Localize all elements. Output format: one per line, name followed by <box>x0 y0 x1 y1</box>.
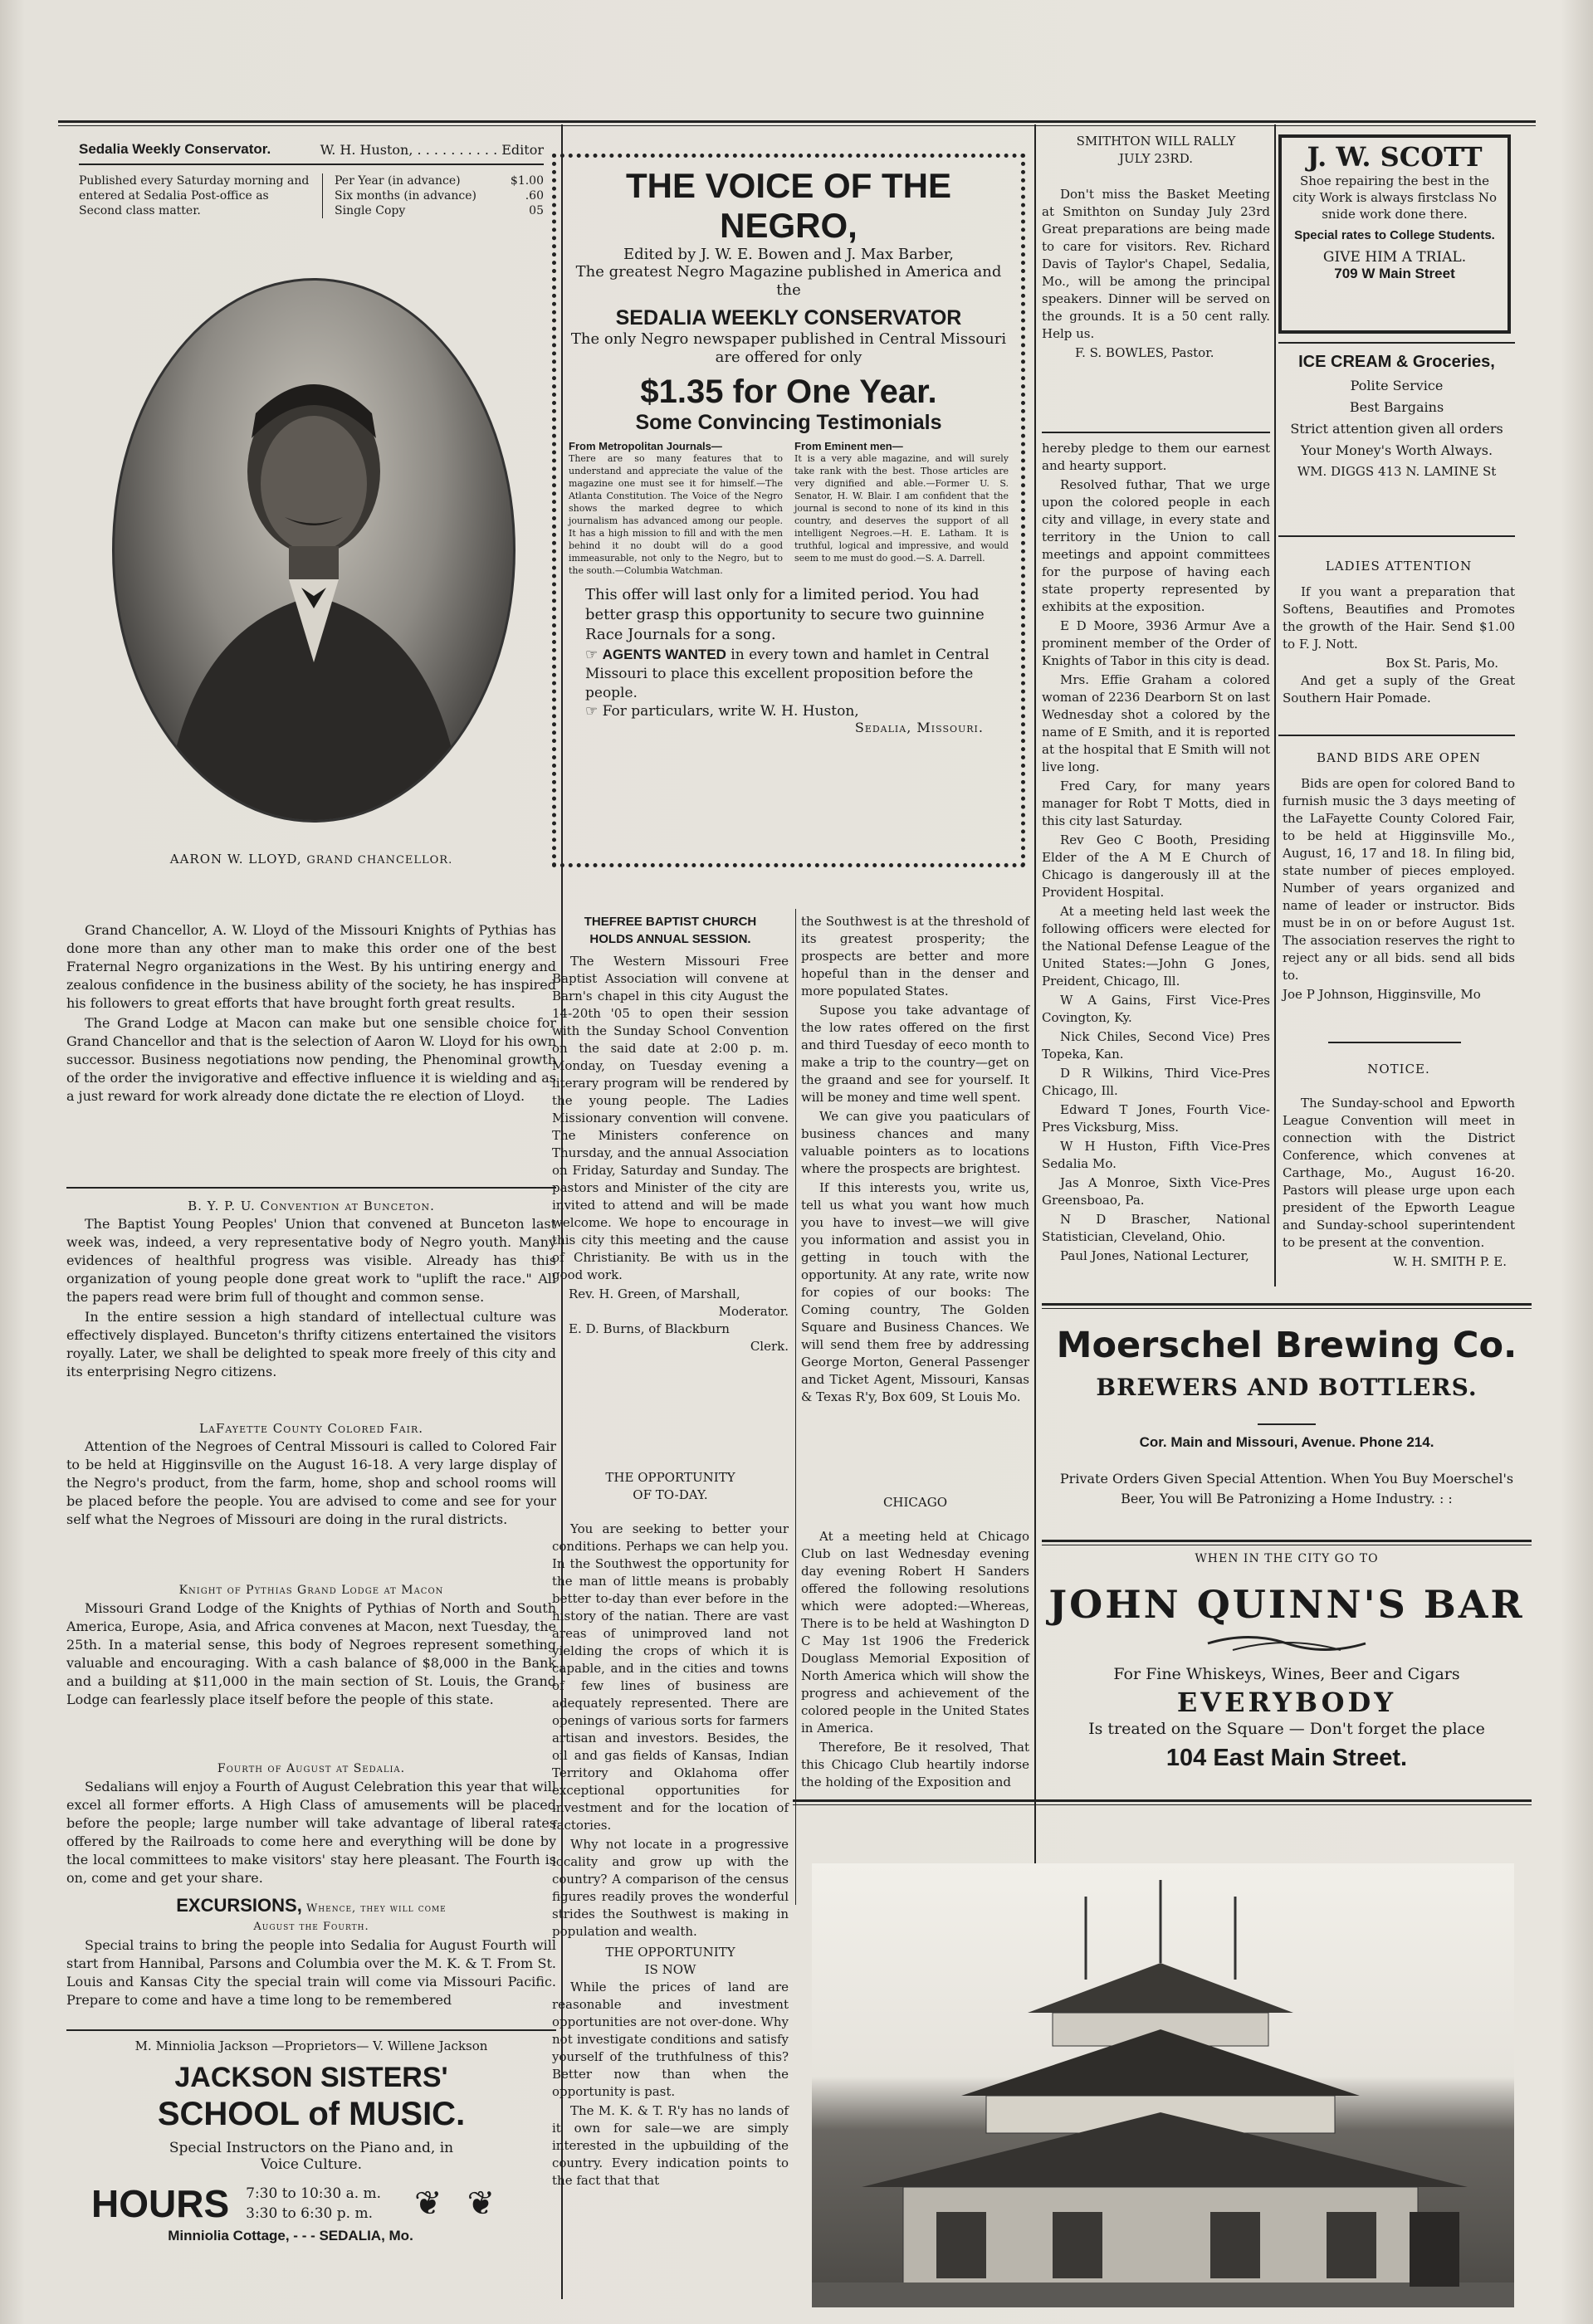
quinn-everybody: EVERYBODY <box>1176 1687 1397 1718</box>
quinn-ad <box>1042 1552 1532 1772</box>
diggs-line: Your Money's Worth Always. <box>1300 442 1493 458</box>
paragraph: Rev Geo C Booth, Presiding Elder of the A M E Church of Chicago is dangerously ill at the Provident Hospital. <box>1042 832 1270 900</box>
paragraph: Edward T Jones, Fourth Vice-Pres Vicksburg, Miss. <box>1042 1102 1270 1135</box>
diggs-ad <box>1278 353 1515 481</box>
column-rule <box>66 2029 556 2031</box>
paragraph: Mrs. Effie Graham a colored woman of 2236 Dearborn St on last Wednesday shot a colored by the name of E Smith, and it is reported at the hospital that E Smith will not live long. <box>1042 672 1270 774</box>
column-rule <box>66 1187 556 1189</box>
masthead <box>79 141 544 218</box>
quinn-title: JOHN QUINN'S BAR <box>1048 1582 1525 1627</box>
scott-line-1: Shoe repairing the best in the city Work is always firstclass No snide work done there. <box>1292 173 1497 222</box>
signature: Joe P Johnson, Higginsville, Mo <box>1283 987 1481 1002</box>
paragraph: The Sunday-school and Epworth League Convention will meet in connection with the District Conference, which convenes at Carthage, Mo., August 16-20. Pastors will please urge upon each president of the Epworth League and Sunday-school superintendent to be present at the convention. <box>1283 1096 1515 1250</box>
ladies-notice <box>1283 558 1515 709</box>
paragraph: Therefore, Be it resolved, That this Chicago Club heartily indorse the holding of the Exposition and <box>801 1740 1029 1789</box>
address: Box St. Paris, Mo. <box>1385 656 1498 671</box>
moerschel-ad <box>1042 1324 1532 1509</box>
quinn-line-2: Is treated on the Square — Don't forget the place <box>1088 1720 1485 1738</box>
diggs-title: ICE CREAM & Groceries, <box>1298 353 1495 371</box>
paragraph: If this interests you, write us, tell us what you want how much you have to invest—we will give you information and assist you in getting in touch with the opportunity. At any rate, write now for copies of our books: The Coming country, The Golden Square and Business Chances. We will send them free by addressing George Morton, General Passenger and Ticket Agent, Missouri, Kansas & Texas R'y, Box 609, St Louis Mo. <box>801 1180 1029 1404</box>
particulars-line <box>569 703 1009 720</box>
excursions-article <box>66 1897 556 2011</box>
headline: BAND BIDS ARE OPEN <box>1316 750 1482 765</box>
scott-line-2: Special rates to College Students. <box>1294 228 1495 242</box>
agents-head: AGENTS WANTED <box>602 647 726 662</box>
column-rule <box>1278 735 1515 736</box>
paragraph: Bids are open for colored Band to furnish music the 3 days meeting of the LaFayette County Colored Fair, to be held at Higginsville Mo., August, 16, 17 and 18. In filing bid, state number of pieces employed. Number of years organized and name of leader or instructor. Bids must be in on or before August 1st. The association reserves the right to reject any or all bids. send all bids to. <box>1283 776 1515 983</box>
paragraph: W H Huston, Fifth Vice-Pres Sedalia Mo. <box>1042 1139 1270 1171</box>
paragraph: Sedalians will enjoy a Fourth of August Celebration this year that will excel all former efforts. A High Class of amusements will be placed before the people; large number will take advantage of liberal rates offered by the Railroads to come here and everything will be done by the local committees to make visitors' stay here pleasant. The Fourth is on, come and get your share. <box>66 1779 556 1886</box>
paragraph: Fred Cary, for many years manager for Robt T Motts, died in this city last Saturday. <box>1042 779 1270 828</box>
agents-block <box>569 645 1009 703</box>
moerschel-title: Moerschel Brewing Co. <box>1056 1325 1517 1366</box>
paragraph: You are seeking to better your conditions. Perhaps we can help you. In the Southwest the opportunity for the man of little means is probably better to-day than ever before in the history of the natian. There are vast areas of unimproved land not yielding the crops of which it is capable, and in the cities and towns of few lines of business are adequately represented. There are openings of various sorts for farmers artisan and investors. Besides, the oil and gas fields of Kansas, Indian Territory and Oklahoma offer exceptional opportunities for investment and for the location of factories. <box>552 1521 789 1833</box>
rate-value: $1.00 <box>510 174 544 188</box>
paragraph: Jas A Monroe, Sixth Vice-Pres Greensboao, Pa. <box>1042 1175 1270 1208</box>
paragraph: Missouri Grand Lodge of the Knights of Pythias of North and South America, Europe, Asia, and Africa convenes at Macon, next Tuesday, the 25th. In a material sense, this body of Negroes represent something valuable and encouraging. With a cash balance of $8,000 in the Bank and a building at $11,000 in the main section of St. Louis, the Grand Lodge can fearlessly place itself before the people of this state. <box>66 1600 556 1707</box>
column-rule <box>1278 342 1515 344</box>
col-head: From Eminent men— <box>794 440 903 452</box>
opportunity-article <box>552 1469 789 2191</box>
column-rule <box>1042 432 1270 433</box>
headline: THE OPPORTUNITY <box>605 1470 735 1485</box>
moerschel-subtitle: BREWERS AND BOTTLERS. <box>1096 1374 1478 1401</box>
diggs-line: Best Bargains <box>1349 399 1444 415</box>
paragraph: hereby pledge to them our earnest and hearty support. <box>1042 441 1270 473</box>
headline: LADIES ATTENTION <box>1325 559 1473 574</box>
paragraph: At a meeting held at Chicago Club on last Wednesday evening day evening Robert H Sanders offered the following resolutions which were adopted:—Whereas, There is to be held at Washington D C May 1st 1906 the Frederick Douglass Memorial Exposition of North America which will show the progress and achievement of the colored people in the United States in America. <box>801 1529 1029 1736</box>
column-rule <box>1328 1042 1461 1043</box>
headline: NOTICE. <box>1367 1062 1430 1077</box>
quinn-line-1: For Fine Whiskeys, Wines, Beer and Cigars <box>1113 1665 1460 1683</box>
paragraph: Supose you take advantage of the low rates offered on the first and third Tuesday of eeco month to make a trip to the country—get on the graand and see for yourself. It will be money and time well spent. <box>801 1003 1029 1105</box>
column-rule <box>1278 535 1515 537</box>
signature: W. H. SMITH P. E. <box>1393 1254 1507 1269</box>
paragraph: D R Wilkins, Third Vice-Pres Chicago, Ill. <box>1042 1066 1270 1098</box>
voice-offer: This offer will last only for a limited period. You had better grasp this opportunity to secure two guinnine Race Journals for a song. <box>585 586 985 643</box>
paragraph: Why not locate in a progressive locality and grow up with the country? A comparison of the census figures readily proves the wonderful strides the Southwest is making in population and wealth. <box>552 1837 789 1939</box>
col-head: From Metropolitan Journals— <box>569 440 722 452</box>
voice-title-1: THE VOICE OF THE <box>625 166 952 205</box>
voice-place: Sedalia, Missouri. <box>854 720 984 735</box>
headline: Fourth of August at Sedalia. <box>217 1762 406 1775</box>
section-rule <box>1042 1303 1532 1309</box>
headline: SMITHTON WILL RALLY <box>1076 134 1236 149</box>
pointing-hand-icon: ☞ <box>585 703 599 720</box>
school-title-1: JACKSON SISTERS' <box>174 2062 448 2093</box>
rate-label: Six months (in advance) <box>335 189 476 203</box>
paragraph: E D Moore, 3936 Armur Ave a prominent member of the Order of Knights of Tabor in this city is dead. <box>1042 618 1270 668</box>
voice-desc2: The only Negro newspaper published in Central Missouri are offered for only <box>570 330 1007 366</box>
rate-value: .60 <box>525 189 544 203</box>
portrait-photo <box>112 278 516 823</box>
paragraph: Nick Chiles, Second Vice) Pres Topeka, Kan. <box>1042 1029 1270 1062</box>
signature: F. S. BOWLES, Pastor. <box>1075 345 1214 360</box>
bypu-article <box>66 1197 556 1383</box>
moerschel-text: Private Orders Given Special Attention. When You Buy Moerschel's Beer, You will Be Patronizing a Home Industry. : : <box>1059 1471 1514 1506</box>
subhead2: August the Fourth. <box>253 1921 369 1933</box>
signature: Clerk. <box>750 1339 789 1354</box>
headline: OF TO-DAY. <box>633 1487 708 1502</box>
voice-desc: The greatest Negro Magazine published in America and the <box>575 263 1002 299</box>
voice-edited: Edited by J. W. E. Bowen and J. Max Barber, <box>623 246 954 263</box>
band-notice <box>1283 749 1515 1003</box>
signature: Rev. H. Green, of Marshall, <box>569 1286 740 1301</box>
smithton-article <box>1042 133 1270 362</box>
kop-lodge-article <box>66 1581 556 1711</box>
publication-note: Published every Saturday morning and entered at Sedalia Post-office as Second class matter. <box>79 173 323 218</box>
sunday-school-notice <box>1283 1061 1515 1271</box>
diggs-address: WM. DIGGS 413 N. LAMINE St <box>1297 464 1497 479</box>
short-rule <box>1258 1423 1316 1425</box>
paragraph: At a meeting held last week the following officers were elected for the National Defense League of the United States:—John G Jones, Preident, Chicago, Ill. <box>1042 904 1270 989</box>
scott-line-3: GIVE HIM A TRIAL. <box>1322 249 1467 266</box>
desc-line-2: Voice Culture. <box>260 2156 363 2173</box>
rate-label: Per Year (in advance) <box>335 174 461 188</box>
headline: LaFayette County Colored Fair. <box>199 1421 423 1436</box>
subhead: THE OPPORTUNITY <box>605 1945 735 1960</box>
rates-table <box>335 173 544 218</box>
paragraph: The Baptist Young Peoples' Union that convened at Bunceton last week was, indeed, a very representative body of Negro youth. Many evidences of healthful progress was visible. Already has this organization of young people done great work to "uplift the race." All the papers read were brim full of thought and common sense. <box>66 1216 556 1305</box>
school-title-2: SCHOOL of MUSIC. <box>157 2096 466 2132</box>
agents-text: in every town and hamlet in Central Missouri to place this excellent proposition before the people. <box>585 647 990 701</box>
paragraph: If you want a preparation that Softens, Beautifies and Promotes the growth of the Hair. Send $1.00 to F. J. Nott. <box>1283 584 1515 652</box>
paragraph: The M. K. & T. R'y has no lands of it own for sale—we are simply interested in the upbuilding of the country. Every indication points to the fact that that <box>552 2103 789 2188</box>
testimonial-col-2 <box>794 440 1009 577</box>
quinn-address: 104 East Main Street. <box>1165 1745 1408 1771</box>
quinn-intro: WHEN IN THE CITY GO TO <box>1195 1552 1379 1565</box>
diggs-line: Polite Service <box>1350 378 1444 393</box>
school-address: Minniolia Cottage, - - - SEDALIA, Mo. <box>168 2228 413 2243</box>
testimonial-col-1 <box>569 440 783 577</box>
headline: HOLDS ANNUAL SESSION. <box>589 932 751 946</box>
paragraph: Special trains to bring the people into Sedalia for August Fourth will start from Hannibal, Parsons and Columbia over the M. K. & T. From St. Louis and Kansas City the special train will come via Missouri Pacific. Prepare to come and have a time long to be remembered <box>66 1937 556 2008</box>
paper-name: Sedalia Weekly Conservator. <box>79 141 271 157</box>
signature: E. D. Burns, of Blackburn <box>569 1321 730 1336</box>
headline: JULY 23RD. <box>1119 151 1193 166</box>
paragraph: the Southwest is at the threshold of its greatest prosperity; the prospects are better and more hopeful than in the denser and more populated States. <box>801 914 1029 998</box>
lloyd-article <box>66 921 556 1107</box>
particulars: For particulars, write W. H. Huston, <box>602 703 859 720</box>
paragraph: Don't miss the Basket Meeting at Smithton on Sunday July 23rd Great preparations are being made to care for visitors. Rev. Richard Davis of Taylor's Chapel, Sedalia, Mo., will be among the principal speakers. Dinner will be served on the grounds. It is a 50 cent rally. Help us. <box>1042 187 1270 341</box>
headline: THEFREE BAPTIST CHURCH <box>584 915 757 929</box>
hours-line: 3:30 to 6:30 p. m. <box>246 2205 373 2222</box>
lafayette-fair-article <box>66 1419 556 1531</box>
paragraph: Resolved futhar, That we urge upon the colored people in each city and village, in every state and territory in the Union to call meetings and appoint committees for the purpose of having each state property represented by exhibits at the exposition. <box>1042 477 1270 614</box>
pavilion-illustration <box>812 1863 1514 2307</box>
paragraph: Paul Jones, National Lecturer, <box>1060 1248 1249 1263</box>
section-rule <box>1042 1540 1532 1545</box>
scott-name: J. W. SCOTT <box>1307 141 1483 173</box>
pointing-hand-icon: ☞ <box>585 647 599 663</box>
rate-label: Single Copy <box>335 204 406 217</box>
diggs-line: Strict attention given all orders <box>1290 421 1503 437</box>
paragraph: The Western Missouri Free Baptist Association will convene at Barn's chapel in this city August the 14-20th '05 to open their session with the Sunday School Convention on the said date at 2:00 p. m. Monday, on Tuesday evening a literary program will be rendered by the young people. The Ladies Missionary convention will convene. The Ministers conference on Thursday, and the annual Association on Friday, Saturday and Sunday. The pastors and Minister of the city are invited to attend and will be made welcome. We hope to encourage in this city this meeting and the cause of Christianity. Be with us in the good work. <box>552 954 789 1282</box>
ornament-icon: ❦ <box>467 2185 496 2223</box>
moerschel-address: Cor. Main and Missouri, Avenue. Phone 214. <box>1139 1434 1434 1450</box>
paragraph: Grand Chancellor, A. W. Lloyd of the Missouri Knights of Pythias has done more than any other man to make this order one of the best Fraternal Negro organizations in the West. By his untiring energy and zealous confidence in the business ability of the society, he has inspired his followers to great efforts that have brought forth great results. <box>66 922 556 1011</box>
fourth-august-article <box>66 1760 556 1889</box>
baptist-article <box>552 913 789 1355</box>
column-divider <box>795 909 796 1905</box>
portrait-caption <box>79 851 544 869</box>
paragraph: The Grand Lodge at Macon can make but one sensible choice for Grand Chancellor and that is the selection of Aaron W. Lloyd for his own successor. Business negotiations now pending, the Phenominal growth of the order the invigorative and effective influence it is wielding and as a just reward for work already done dictate the re election of Lloyd. <box>66 1015 556 1104</box>
signature: Moderator. <box>718 1304 789 1319</box>
headline: Knight of Pythias Grand Lodge at Macon <box>178 1584 444 1597</box>
subhead: IS NOW <box>644 1962 696 1977</box>
top-rule <box>58 120 1536 126</box>
desc-line-1: Special Instructors on the Piano and, in <box>169 2140 454 2156</box>
southwest-article <box>801 913 1029 1408</box>
voice-price: $1.35 for One Year. <box>640 374 937 410</box>
caption-name: AARON W. LLOYD, <box>169 852 302 867</box>
chicago-continued <box>1042 440 1270 1267</box>
building-photo <box>812 1863 1514 2307</box>
scott-ad <box>1287 141 1503 282</box>
paragraph: In the entire session a high standard of intellectual culture was effectively displayed. Bunceton's thrifty citizens entertained the visitors royally. Later, we shall be delighted to speak more freely of this city and its enterprising Negro citizens. <box>66 1309 556 1379</box>
chicago-article <box>801 1494 1029 1793</box>
column-divider <box>1274 124 1276 1286</box>
paragraph: Attention of the Negroes of Central Missouri is called to Colored Fair to be held at Higginsville on the August 16-18. A very large display of the Negro's product, from the farm, home, shop and school rooms will be placed before the people. You are advised to come and see for your self what the Negroes of Missouri are doing in the rural districts. <box>66 1438 556 1527</box>
paragraph: W A Gains, First Vice-Pres Covington, Ky. <box>1042 993 1270 1025</box>
caption-title: GRAND CHANCELLOR. <box>306 854 453 867</box>
col-text: There are so many features that to understand and appreciate the value of the magazine one must see it for himself.—The Atlanta Constitution. The Voice of the Negro shows the marked degree to which journalism has advanced among our people. It has a high mission to fill and with the men behind it no doubt will do a good immeasurable, not only to the Negro, but to the south.—Columbia Watchman. <box>569 453 783 576</box>
portrait-figure <box>115 281 513 820</box>
paragraph: N D Brascher, National Statistician, Cleveland, Ohio. <box>1042 1212 1270 1244</box>
paragraph: We can give you paaticulars of business chances and many valuable pointers as to locations where the prospects are brightest. <box>801 1109 1029 1176</box>
editor-line: W. H. Huston, . . . . . . . . . . Editor <box>320 142 544 158</box>
music-school-ad <box>66 2038 556 2244</box>
hours-label: HOURS <box>91 2182 230 2225</box>
flourish-icon <box>1042 1627 1532 1660</box>
rate-value: 05 <box>529 204 544 217</box>
proprietors: M. Minniolia Jackson —Proprietors— V. Willene Jackson <box>134 2038 488 2053</box>
headline: EXCURSIONS, <box>176 1895 302 1916</box>
ornament-icon: ❦ <box>414 2185 442 2223</box>
testimonials-head: Some Convincing Testimonials <box>635 411 942 434</box>
scott-address: 709 W Main Street <box>1334 266 1455 281</box>
headline: CHICAGO <box>882 1495 948 1510</box>
subhead: Whence, they will come <box>305 1902 447 1915</box>
voice-of-the-negro-ad <box>569 166 1009 735</box>
section-rule <box>793 1799 1532 1805</box>
paragraph: And get a suply of the Great Southern Hair Pomade. <box>1283 673 1515 706</box>
headline: B. Y. P. U. Convention at Bunceton. <box>188 1199 435 1213</box>
paragraph: While the prices of land are reasonable and investment opportunities are not over-done. Why not investigate conditions and satisfy yourself of the truthfulness of this? Better now than when the opportunity is past. <box>552 1980 789 2099</box>
voice-paper: SEDALIA WEEKLY CONSERVATOR <box>615 306 962 330</box>
col-text: It is a very able magazine, and will surely take rank with the best. Those articles are very dignified and able.—Former U. S. Senator, H. W. Blair. I am confident that the journal is second to none of its kind in this country, and deserves the support of all intelligent Negroes.—H. E. Latham. It is truthful, logical and impressive, and would seem to me must do good.—S. A. Darrell. <box>794 453 1009 564</box>
hours-line: 7:30 to 10:30 a. m. <box>246 2185 382 2202</box>
voice-title-2: NEGRO, <box>720 206 858 245</box>
